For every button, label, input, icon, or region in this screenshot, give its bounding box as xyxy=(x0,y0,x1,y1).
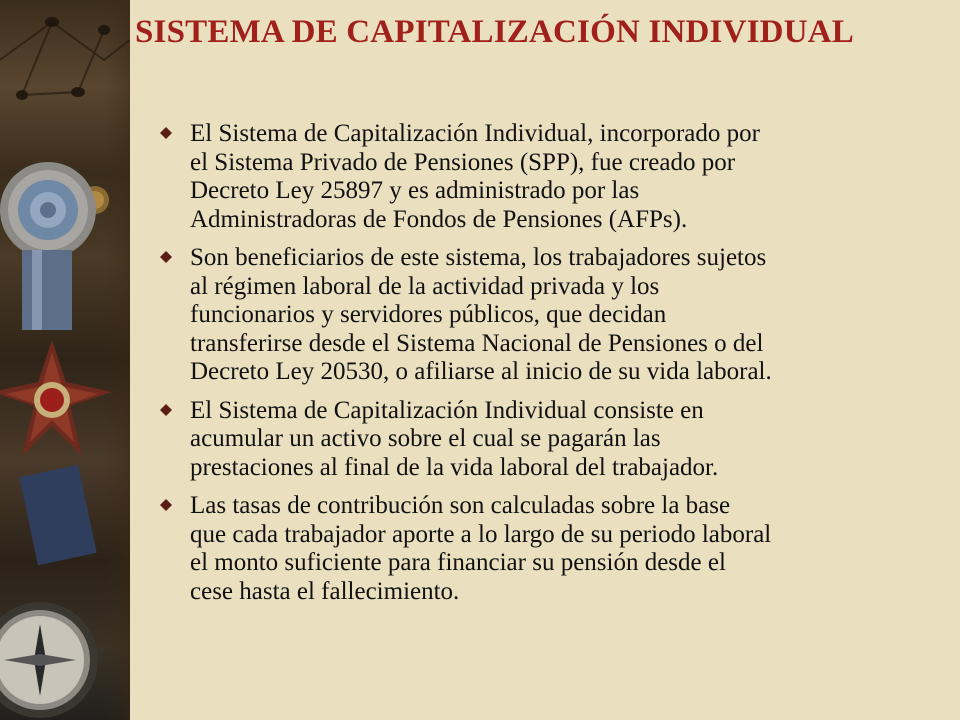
bullet-line: Decreto Ley 20530, o afiliarse al inicio de su vida laboral. xyxy=(190,358,772,385)
bullet-line: cese hasta el fallecimiento. xyxy=(190,577,460,605)
bullet-line: funcionarios y servidores públicos, que decidan xyxy=(190,301,667,328)
diamond-bullet-icon xyxy=(160,404,172,416)
bullet-line: acumular un activo sobre el cual se pagarán las xyxy=(190,425,661,452)
bullet-line: transferirse desde el Sistema Nacional de Pensiones o del xyxy=(190,329,764,357)
bullet-line: el monto suficiente para financiar su pensión desde el xyxy=(190,549,726,576)
bullet-line: El Sistema de Capitalización Individual, incorporado por xyxy=(190,120,760,147)
diamond-bullet-icon xyxy=(160,251,172,263)
bullet-line: Las tasas de contribución son calculadas sobre la base xyxy=(190,492,731,519)
bullet-line: Administradoras de Fondos de Pensiones (AFPs). xyxy=(190,205,688,233)
diamond-bullet-icon xyxy=(160,499,172,511)
bullet-line: el Sistema Privado de Pensiones (SPP), fue creado por xyxy=(190,148,736,176)
bullet-line: Decreto Ley 25897 y es administrado por las xyxy=(190,177,640,204)
bullet-line: Son beneficiarios de este sistema, los trabajadores sujetos xyxy=(190,244,767,271)
bullet-item-beneficiaries xyxy=(157,244,947,387)
bullet-item-spp-creation xyxy=(157,120,947,234)
bullet-list xyxy=(157,120,947,616)
diamond-bullet-icon xyxy=(160,127,172,139)
slide-title: SISTEMA DE CAPITALIZACIÓN INDIVIDUAL xyxy=(135,14,854,50)
bullet-item-asset-accumulation xyxy=(157,397,947,483)
bullet-line: que cada trabajador aporte a lo largo de su periodo laboral xyxy=(190,520,772,548)
bullet-line: El Sistema de Capitalización Individual consiste en xyxy=(190,396,704,424)
bullet-line: prestaciones al final de la vida laboral del trabajador. xyxy=(190,453,719,481)
bullet-line: al régimen laboral de la actividad privada y los xyxy=(190,272,660,300)
decorative-medal-compass-image xyxy=(0,0,130,720)
bullet-item-contribution-rates xyxy=(157,492,947,606)
